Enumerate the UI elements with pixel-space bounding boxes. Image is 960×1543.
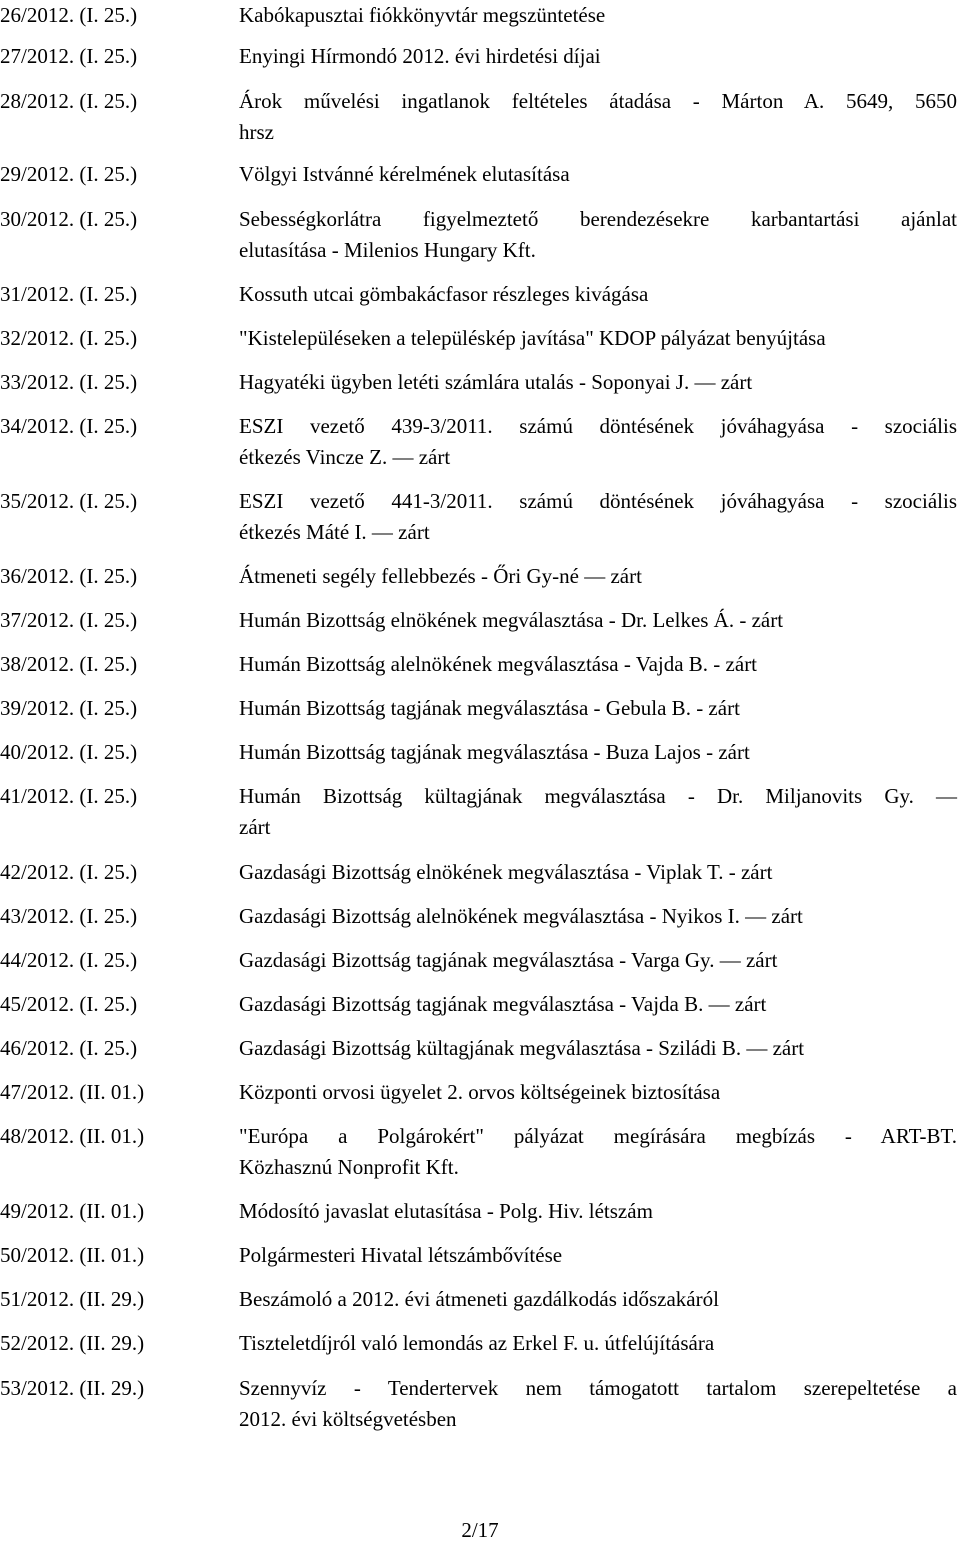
resolution-number: 50/2012. (II. 01.) bbox=[0, 1243, 145, 1267]
resolution-title bbox=[239, 989, 957, 1020]
resolution-number: 43/2012. (I. 25.) bbox=[0, 904, 138, 928]
resolution-number: 26/2012. (I. 25.) bbox=[0, 3, 138, 27]
resolution-title bbox=[239, 159, 957, 190]
resolution-title-line: "Európa a Polgárokért" pályázat megírására megbízás - ART-BT. bbox=[239, 1124, 957, 1148]
resolution-title-line: Sebességkorlátra figyelmeztető berendezésekre karbantartási ajánlat bbox=[239, 207, 957, 231]
resolution-number: 34/2012. (I. 25.) bbox=[0, 414, 138, 438]
resolution-title-line: Humán Bizottság elnökének megválasztása - Dr. Lelkes Á. - zárt bbox=[239, 608, 784, 632]
resolution-number: 51/2012. (II. 29.) bbox=[0, 1287, 145, 1311]
resolution-title bbox=[239, 86, 957, 147]
resolution-title-line: étkezés Vincze Z. — zárt bbox=[239, 444, 451, 469]
resolution-title bbox=[239, 561, 957, 592]
resolution-title bbox=[239, 1033, 957, 1064]
resolution-title bbox=[239, 41, 957, 72]
resolution-title-line: hrsz bbox=[239, 119, 274, 144]
resolution-number: 41/2012. (I. 25.) bbox=[0, 784, 138, 808]
resolution-number: 27/2012. (I. 25.) bbox=[0, 44, 138, 68]
resolution-title bbox=[239, 367, 957, 398]
resolution-number: 47/2012. (II. 01.) bbox=[0, 1080, 145, 1104]
resolution-number: 29/2012. (I. 25.) bbox=[0, 162, 138, 186]
resolution-title bbox=[239, 1121, 957, 1182]
resolution-number: 42/2012. (I. 25.) bbox=[0, 860, 138, 884]
resolution-title-line: Gazdasági Bizottság alelnökének megválasztása - Nyikos I. — zárt bbox=[239, 904, 803, 928]
resolution-number: 49/2012. (II. 01.) bbox=[0, 1199, 145, 1223]
resolution-title-line: Enyingi Hírmondó 2012. évi hirdetési díjai bbox=[239, 44, 601, 68]
resolution-title-line: Gazdasági Bizottság elnökének megválasztása - Viplak T. - zárt bbox=[239, 860, 773, 884]
resolution-title bbox=[239, 857, 957, 888]
resolution-number: 30/2012. (I. 25.) bbox=[0, 207, 138, 231]
resolution-title-line: 2012. évi költségvetésben bbox=[239, 1406, 457, 1431]
resolution-number: 44/2012. (I. 25.) bbox=[0, 948, 138, 972]
resolution-number: 35/2012. (I. 25.) bbox=[0, 489, 138, 513]
resolution-title-line: Átmeneti segély fellebbezés - Őri Gy-né — zárt bbox=[239, 564, 642, 588]
resolution-number: 32/2012. (I. 25.) bbox=[0, 326, 138, 350]
resolution-title-line: zárt bbox=[239, 814, 271, 839]
resolution-title bbox=[239, 901, 957, 932]
resolution-title-line: Módosító javaslat elutasítása - Polg. Hiv. létszám bbox=[239, 1199, 653, 1223]
resolution-title bbox=[239, 323, 957, 354]
resolution-title bbox=[239, 781, 957, 842]
resolution-number: 36/2012. (I. 25.) bbox=[0, 564, 138, 588]
resolution-title-line: Gazdasági Bizottság tagjának megválasztása - Varga Gy. — zárt bbox=[239, 948, 778, 972]
resolution-title bbox=[239, 605, 957, 636]
resolution-number: 45/2012. (I. 25.) bbox=[0, 992, 138, 1016]
resolution-title-line: étkezés Máté I. — zárt bbox=[239, 519, 430, 544]
resolution-number: 40/2012. (I. 25.) bbox=[0, 740, 138, 764]
resolution-title-line: Árok művelési ingatlanok feltételes átadása - Márton A. 5649, 5650 bbox=[239, 89, 957, 113]
resolution-title-line: Tiszteletdíjról való lemondás az Erkel F. u. útfelújítására bbox=[239, 1331, 715, 1355]
resolution-title-line: ESZI vezető 439-3/2011. számú döntésének jóváhagyása - szociális bbox=[239, 414, 957, 438]
resolution-title bbox=[239, 1373, 957, 1434]
resolution-title-line: Kabókapusztai fiókkönyvtár megszüntetése bbox=[239, 3, 606, 27]
resolution-title-line: ESZI vezető 441-3/2011. számú döntésének jóváhagyása - szociális bbox=[239, 489, 957, 513]
resolution-title-line: Polgármesteri Hivatal létszámbővítése bbox=[239, 1243, 563, 1267]
resolution-title-line: Kossuth utcai gömbakácfasor részleges kivágása bbox=[239, 282, 649, 306]
resolution-number: 28/2012. (I. 25.) bbox=[0, 89, 138, 113]
resolution-title-line: Központi orvosi ügyelet 2. orvos költségeinek biztosítása bbox=[239, 1080, 721, 1104]
resolution-number: 53/2012. (II. 29.) bbox=[0, 1376, 145, 1400]
resolution-number: 31/2012. (I. 25.) bbox=[0, 282, 138, 306]
resolution-title bbox=[239, 693, 957, 724]
resolution-title-line: Humán Bizottság kültagjának megválasztása - Dr. Miljanovits Gy. — bbox=[239, 784, 957, 808]
resolution-title-line: Humán Bizottság tagjának megválasztása - Gebula B. - zárt bbox=[239, 696, 740, 720]
resolution-title bbox=[239, 411, 957, 472]
resolution-number: 52/2012. (II. 29.) bbox=[0, 1331, 145, 1355]
page-number: 2/17 bbox=[461, 1518, 499, 1542]
resolution-number: 46/2012. (I. 25.) bbox=[0, 1036, 138, 1060]
resolution-title bbox=[239, 1196, 957, 1227]
resolution-title bbox=[239, 204, 957, 265]
resolution-title-line: Gazdasági Bizottság kültagjának megválasztása - Sziládi B. — zárt bbox=[239, 1036, 805, 1060]
resolution-title-line: Gazdasági Bizottság tagjának megválasztása - Vajda B. — zárt bbox=[239, 992, 767, 1016]
resolution-title-line: Hagyatéki ügyben letéti számlára utalás - Soponyai J. — zárt bbox=[239, 370, 753, 394]
resolution-title-line: Beszámoló a 2012. évi átmeneti gazdálkodás időszakáról bbox=[239, 1287, 719, 1311]
resolution-title bbox=[239, 1240, 957, 1271]
resolution-title bbox=[239, 1077, 957, 1108]
resolution-title-line: Humán Bizottság tagjának megválasztása - Buza Lajos - zárt bbox=[239, 740, 750, 764]
resolution-number: 38/2012. (I. 25.) bbox=[0, 652, 138, 676]
resolution-title-line: elutasítása - Milenios Hungary Kft. bbox=[239, 237, 536, 262]
resolution-title-line: Szennyvíz - Tendertervek nem támogatott tartalom szerepeltetése a bbox=[239, 1376, 957, 1400]
resolution-title bbox=[239, 0, 957, 31]
resolution-title-line: Humán Bizottság alelnökének megválasztása - Vajda B. - zárt bbox=[239, 652, 758, 676]
resolution-number: 33/2012. (I. 25.) bbox=[0, 370, 138, 394]
resolution-title-line: "Kistelepüléseken a településkép javítása" KDOP pályázat benyújtása bbox=[239, 326, 826, 350]
resolution-title bbox=[239, 1284, 957, 1315]
resolution-title bbox=[239, 486, 957, 547]
resolution-title bbox=[239, 649, 957, 680]
resolution-title bbox=[239, 279, 957, 310]
resolution-title bbox=[239, 1328, 957, 1359]
resolution-title-line: Közhasznú Nonprofit Kft. bbox=[239, 1154, 459, 1179]
resolution-title bbox=[239, 737, 957, 768]
resolution-title-line: Völgyi Istvánné kérelmének elutasítása bbox=[239, 162, 570, 186]
resolution-number: 48/2012. (II. 01.) bbox=[0, 1124, 145, 1148]
resolution-number: 39/2012. (I. 25.) bbox=[0, 696, 138, 720]
resolution-number: 37/2012. (I. 25.) bbox=[0, 608, 138, 632]
resolution-title bbox=[239, 945, 957, 976]
